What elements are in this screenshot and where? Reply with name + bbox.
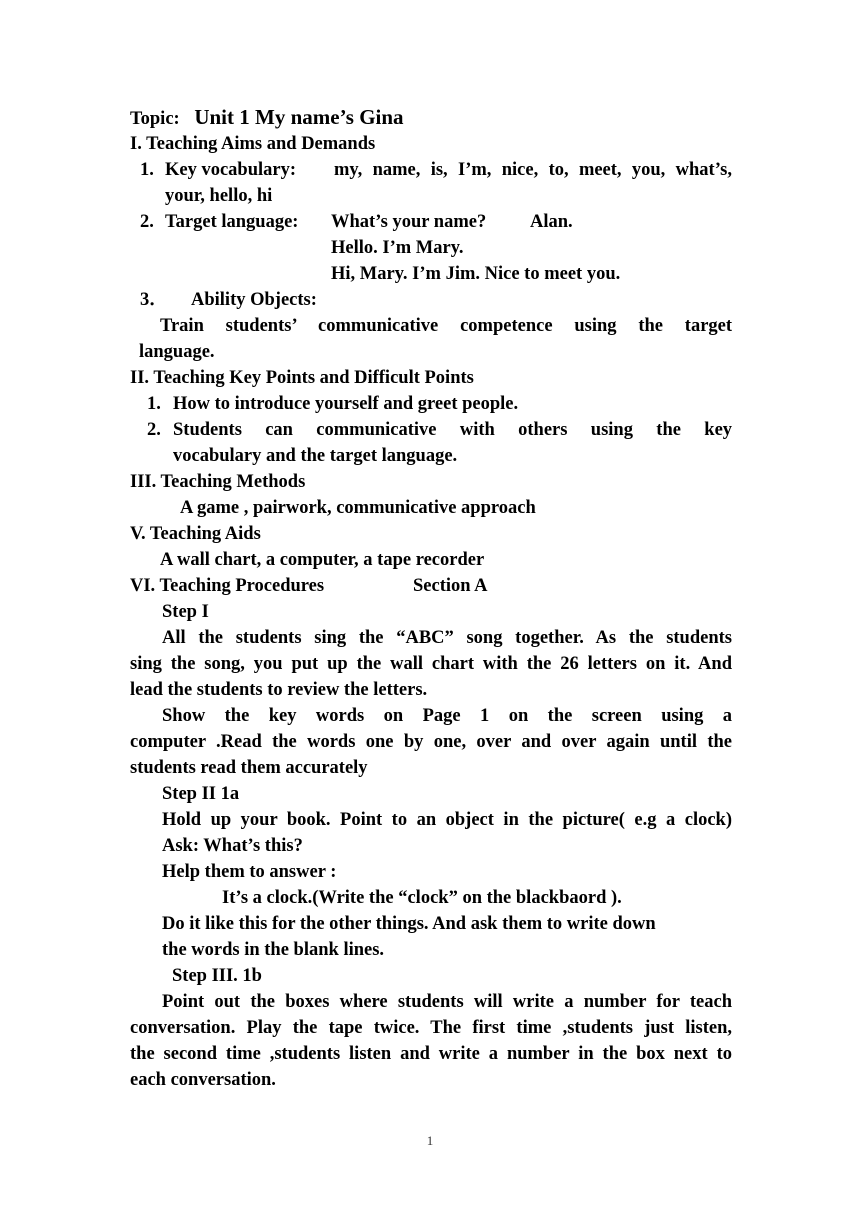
topic-line <box>130 104 404 132</box>
section-6-heading: VI. Teaching Procedures <box>130 576 325 596</box>
ability-word: competence <box>460 316 553 336</box>
step2-line3: Help them to answer : <box>162 862 337 882</box>
ability-word: using <box>574 316 617 336</box>
vocab-word: meet, <box>578 160 622 180</box>
vocab-word: you, <box>631 160 666 180</box>
s5-text: A wall chart, a computer, a tape recorder <box>160 550 485 570</box>
vocab-word: I’m, <box>458 160 492 180</box>
step3-line3: the second time ,students listen and write a number in the box next to <box>130 1044 732 1064</box>
s1-item2-label: Target language: <box>165 212 299 232</box>
step1-p1-line1: All the students sing the “ABC” song together. As the students <box>162 628 732 648</box>
keypoint-word: the <box>656 420 681 440</box>
step1-word: Page <box>422 706 461 726</box>
s1-item3-line1 <box>160 313 732 339</box>
ability-word: students’ <box>225 316 297 336</box>
step1-word: words <box>315 706 365 726</box>
vocab-word: what’s, <box>675 160 732 180</box>
s1-item3-line2: language. <box>139 342 215 362</box>
step1-word: the <box>224 706 250 726</box>
step3-line1: Point out the boxes where students will write a number for teach <box>162 992 732 1012</box>
step1-p2-line3: students read them accurately <box>130 758 368 778</box>
step1-word: using <box>661 706 704 726</box>
step2-line2: Ask: What’s this? <box>162 836 303 856</box>
step1-p2-line2: computer .Read the words one by one, over and over again until the <box>130 732 732 752</box>
s1-item2-line2: Hello. I’m Mary. <box>331 238 464 258</box>
step2-line1: Hold up your book. Point to an object in the picture( e.g a clock) <box>162 810 732 830</box>
ability-word: the <box>638 316 663 336</box>
s1-item2-num: 2. <box>140 212 154 232</box>
s1-item2-line3: Hi, Mary. I’m Jim. Nice to meet you. <box>331 264 621 284</box>
s1-item3-num: 3． <box>140 290 168 310</box>
s1-item1-vocab-line1 <box>334 157 732 183</box>
keypoint-word: using <box>590 420 633 440</box>
step1-p1-line3: lead the students to review the letters. <box>130 680 428 700</box>
s2-item1-num: 1. <box>147 394 161 414</box>
step2-heading: Step II 1a <box>162 784 240 804</box>
keypoint-word: communicative <box>316 420 437 440</box>
s1-item1-num: 1. <box>140 160 154 180</box>
page-number: 1 <box>426 1133 434 1148</box>
step1-word: Show <box>162 706 206 726</box>
s1-item2-question: What’s your name? <box>331 212 487 232</box>
step1-word: 1 <box>480 706 490 726</box>
vocab-word: to, <box>548 160 569 180</box>
step1-word: on <box>383 706 404 726</box>
s6-section-label: Section A <box>413 576 488 596</box>
step2-line4: It’s a clock.(Write the “clock” on the blackbaord ). <box>222 888 622 908</box>
vocab-word: nice, <box>501 160 539 180</box>
s1-item1-label: Key vocabulary: <box>165 160 297 180</box>
s2-item2-line2: vocabulary and the target language. <box>173 446 458 466</box>
section-1-heading: I. Teaching Aims and Demands <box>130 134 376 154</box>
step1-word: the <box>547 706 573 726</box>
keypoint-word: Students <box>173 420 242 440</box>
section-5-heading: V. Teaching Aids <box>130 524 261 544</box>
vocab-word: is, <box>430 160 448 180</box>
step2-line6: the words in the blank lines. <box>162 940 385 960</box>
ability-word: Train <box>160 316 204 336</box>
keypoint-word: with <box>459 420 495 440</box>
step3-line4: each conversation. <box>130 1070 276 1090</box>
section-3-heading: III. Teaching Methods <box>130 472 306 492</box>
topic-label: Topic: <box>130 109 180 129</box>
keypoint-word: key <box>704 420 733 440</box>
step3-heading: Step III. 1b <box>172 966 262 986</box>
s1-item3-label: Ability Objects: <box>191 290 317 310</box>
step1-word: a <box>722 706 733 726</box>
s2-item2-num: 2. <box>147 420 161 440</box>
step1-p1-line2: sing the song, you put up the wall chart with the 26 letters on it. And <box>130 654 732 674</box>
step1-word: screen <box>591 706 642 726</box>
unit-title: Unit 1 My name’s Gina <box>194 105 404 129</box>
vocab-word: name, <box>372 160 421 180</box>
step3-line2: conversation. Play the tape twice. The first time ,students just listen, <box>130 1018 732 1038</box>
vocab-word: my, <box>334 160 363 180</box>
step2-line5: Do it like this for the other things. And ask them to write down <box>162 914 656 934</box>
step1-word: key <box>268 706 297 726</box>
ability-word: target <box>684 316 733 336</box>
ability-word: communicative <box>318 316 439 336</box>
step1-p2-line1 <box>162 703 732 729</box>
s2-item2-line1 <box>173 417 732 443</box>
keypoint-word: others <box>518 420 568 440</box>
s3-text: A game , pairwork, communicative approach <box>180 498 536 518</box>
section-2-heading: II. Teaching Key Points and Difficult Points <box>130 368 474 388</box>
step1-word: on <box>508 706 529 726</box>
step1-heading: Step I <box>162 602 209 622</box>
s2-item1-text: How to introduce yourself and greet people. <box>173 394 519 414</box>
s1-item1-vocab-line2: your, hello, hi <box>165 186 273 206</box>
keypoint-word: can <box>265 420 293 440</box>
s1-item2-answer: Alan. <box>530 212 573 232</box>
